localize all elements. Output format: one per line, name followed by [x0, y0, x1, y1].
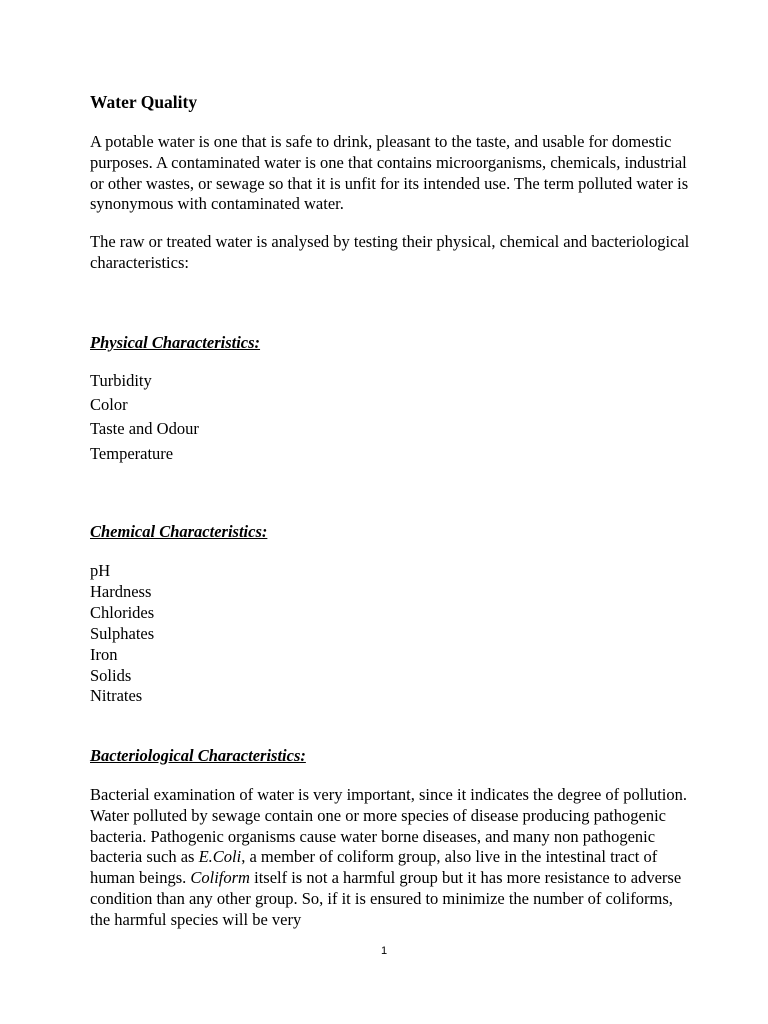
physical-characteristics-list [90, 369, 199, 466]
list-item: Turbidity [90, 371, 152, 390]
paragraph-text: Bacterial examination of water is very important, since it indicates the degree of pollution. Water polluted by sewage contain one or more species of disease producing pathogenic bacteria. Pathogenic organisms cause water borne diseases, and many non pathogenic bacteria such as [90, 785, 688, 867]
list-item: Temperature [90, 443, 174, 463]
coliform-term: Coliform [190, 868, 250, 888]
chemical-characteristics-heading: Chemical Characteristics: [90, 522, 268, 541]
intro-paragraph: A potable water is one that is safe to drink, pleasant to the taste, and usable for domestic purposes. A contaminated water is one that contains microorganisms, chemicals, industrial or other wastes, or sewage so that it is unfit for its intended use. The term polluted water is synonymous with contaminated water. [90, 132, 689, 214]
list-item: Nitrates [90, 686, 143, 706]
list-item: Iron [90, 644, 118, 664]
chemical-characteristics-list [90, 561, 154, 707]
paragraph-text: itself is not a harmful group but it has more resistance to adverse condition than any other group. So, if it is ensured to minimize the number of coliforms, the harmful species will be very [90, 868, 682, 929]
list-item: Chlorides [90, 602, 155, 622]
list-item: Taste and Odour [90, 419, 199, 439]
list-item: Hardness [90, 581, 152, 601]
bacteriological-characteristics-heading: Bacteriological Characteristics: [90, 746, 306, 765]
bacteriological-paragraph [90, 785, 690, 931]
analysis-paragraph: The raw or treated water is analysed by testing their physical, chemical and bacteriological characteristics: [90, 232, 690, 272]
list-item: Sulphates [90, 623, 155, 643]
page-number: 1 [380, 945, 388, 957]
list-item: Color [90, 395, 128, 415]
list-item: pH [90, 561, 111, 580]
paragraph-text: , a member of coliform group, also live in the intestinal tract of human beings. [90, 847, 658, 888]
physical-characteristics-heading: Physical Characteristics: [90, 333, 261, 352]
ecoli-term: E.Coli [198, 847, 242, 867]
list-item: Solids [90, 665, 132, 685]
page-title: Water Quality [90, 92, 198, 112]
